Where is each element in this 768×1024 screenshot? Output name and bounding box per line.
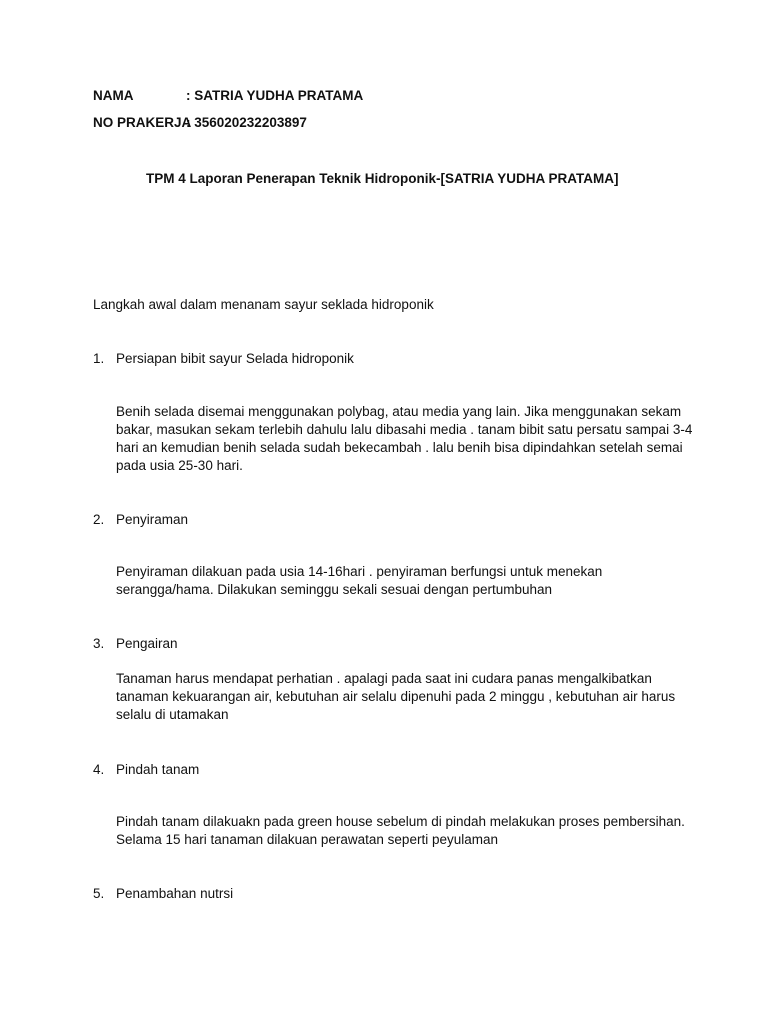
step-number: 4.: [93, 762, 105, 777]
step-paragraph: [116, 403, 693, 475]
step-heading: Penambahan nutrsi: [116, 886, 234, 901]
step-paragraph: [116, 670, 676, 724]
step-number: 1.: [93, 351, 105, 366]
id-value: : 356020232203897: [186, 115, 307, 130]
step-number: 2.: [93, 512, 105, 527]
step-paragraph: [116, 563, 676, 599]
paragraph-line: bakar, masukan sekam terlebih dahulu lalu dibasahi media . tanam bibit satu persatu sampai 3-4: [116, 422, 693, 437]
step-heading: Pengairan: [116, 636, 178, 651]
paragraph-line: Selama 15 hari tanaman dilakuan perawatan seperti peyulaman: [116, 832, 498, 847]
id-label: NO PRAKERJA: [93, 115, 192, 130]
step-heading: Penyiraman: [116, 512, 189, 527]
paragraph-line: serangga/hama. Dilakukan seminggu sekali sesuai dengan pertumbuhan: [116, 582, 553, 597]
paragraph-line: selalu di utamakan: [116, 707, 229, 722]
paragraph-line: Tanaman harus mendapat perhatian . apalagi pada saat ini cudara panas mengalkibatkan: [116, 671, 652, 686]
step-number: 3.: [93, 636, 105, 651]
step-number: 5.: [93, 886, 105, 901]
step-heading: Pindah tanam: [116, 762, 200, 777]
step-paragraph: [116, 813, 685, 849]
paragraph-line: pada usia 25-30 hari.: [116, 458, 243, 473]
paragraph-line: Benih selada disemai menggunakan polybag, atau media yang lain. Jika menggunakan sekam: [116, 404, 682, 419]
document-title: TPM 4 Laporan Penerapan Teknik Hidroponik-[SATRIA YUDHA PRATAMA]: [146, 171, 619, 186]
name-label: NAMA: [93, 88, 134, 103]
intro-text: Langkah awal dalam menanam sayur seklada hidroponik: [93, 297, 434, 312]
paragraph-line: Pindah tanam dilakuakn pada green house sebelum di pindah melakukan proses pembersihan.: [116, 814, 685, 829]
paragraph-line: tanaman kekuarangan air, kebutuhan air selalu dipenuhi pada 2 minggu , kebutuhan air harus: [116, 689, 676, 704]
step-heading: Persiapan bibit sayur Selada hidroponik: [116, 351, 354, 366]
paragraph-line: Penyiraman dilakuan pada usia 14-16hari . penyiraman berfungsi untuk menekan: [116, 564, 603, 579]
name-value: : SATRIA YUDHA PRATAMA: [186, 88, 364, 103]
paragraph-line: hari an kemudian benih selada sudah bekecambah . lalu benih bisa dipindahkan setelah semai: [116, 440, 683, 455]
